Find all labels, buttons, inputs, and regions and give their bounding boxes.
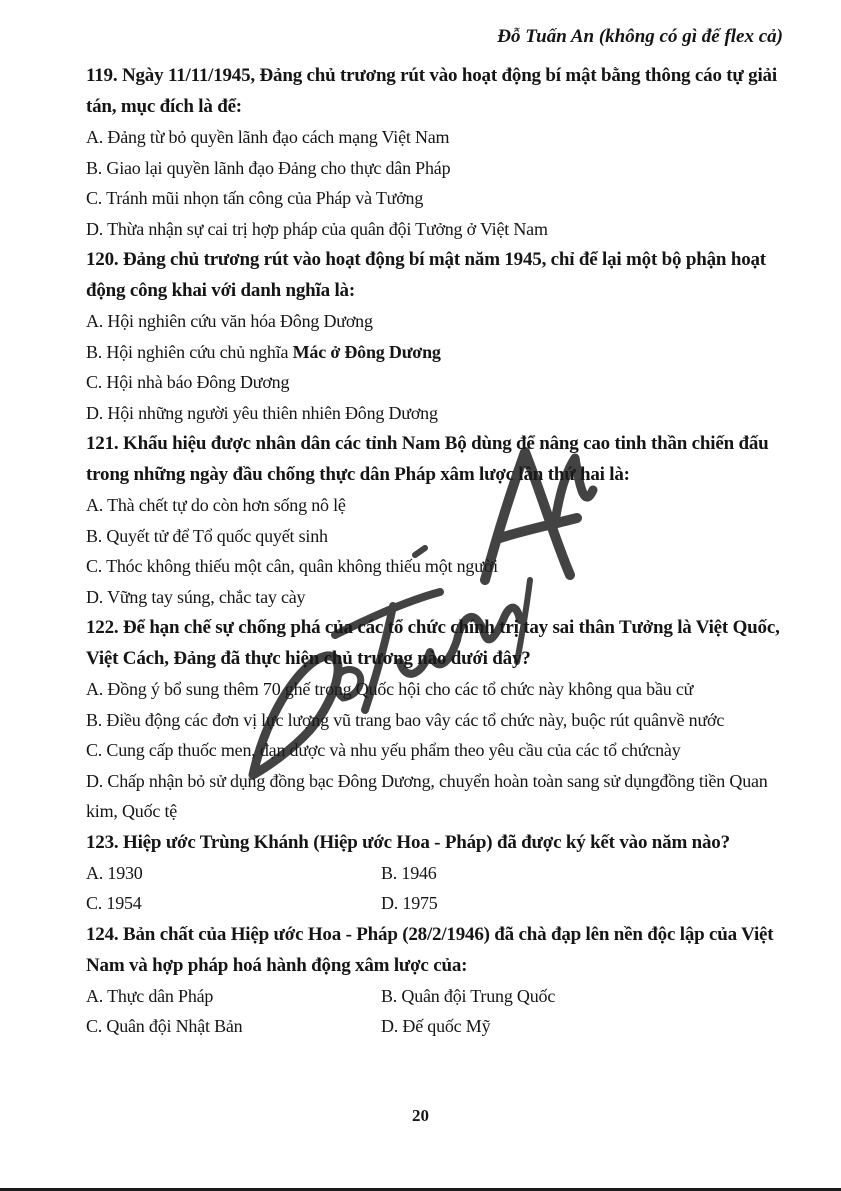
option-c: C. Quân đội Nhật Bản	[86, 1016, 243, 1036]
option-d: D. Chấp nhận bỏ sử dụng đồng bạc Đông Dương, chuyển hoàn toàn sang sử dụngđồng tiền Quan kim, Quốc tệ	[86, 770, 768, 821]
question-number: 122.	[86, 617, 119, 638]
question-stem: Khẩu hiệu được nhân dân các tỉnh Nam Bộ dùng để nâng cao tinh thần chiến đấu trong những ngày đầu chống thực dân Pháp xâm lược lần thứ hai là:	[86, 433, 769, 485]
option-c: C. Cung cấp thuốc men, đạn dược và nhu yếu phẩm theo yêu cầu của các tổ chứcnày	[86, 740, 681, 760]
question-text	[86, 919, 791, 981]
option-c: C. 1954	[86, 893, 142, 913]
document-header: Đỗ Tuấn An (không có gì để flex cả)	[497, 26, 783, 47]
option-b-bold: Mác ở Đông Dương	[292, 341, 441, 362]
option-c: C. Hội nhà báo Đông Dương	[86, 372, 290, 392]
question-number: 124.	[86, 923, 119, 945]
question-120	[86, 244, 791, 428]
question-122	[86, 612, 791, 827]
option-b: B. Giao lại quyền lãnh đạo Đảng cho thực dân Pháp	[86, 157, 451, 178]
option-a: A. 1930	[86, 862, 143, 883]
option-a: A. Hội nghiên cứu văn hóa Đông Dương	[86, 311, 373, 331]
option-b	[86, 337, 791, 368]
option-c: C. Thóc không thiếu một cân, quân không thiếu một người	[86, 556, 498, 576]
option-c: C. Tránh mũi nhọn tấn công của Pháp và Tưởng	[86, 188, 424, 208]
question-number: 121.	[86, 433, 119, 454]
option-a: A. Đảng từ bỏ quyền lãnh đạo cách mạng Việt Nam	[86, 127, 450, 147]
question-121	[86, 428, 791, 612]
question-stem: Đảng chủ trương rút vào hoạt động bí mật năm 1945, chỉ để lại một bộ phận hoạt động công khai với danh nghĩa là:	[86, 249, 766, 301]
option-d: D. Vững tay súng, chắc tay cày	[86, 586, 306, 607]
question-123	[86, 827, 791, 919]
question-124	[86, 919, 791, 1042]
option-b-prefix: B. Hội nghiên cứu chủ nghĩa	[86, 341, 289, 362]
question-119	[86, 60, 791, 244]
option-d: D. Thừa nhận sự cai trị hợp pháp của quân đội Tưởng ở Việt Nam	[86, 218, 548, 239]
option-b: B. Quân đội Trung Quốc	[381, 985, 556, 1006]
question-stem: Để hạn chế sự chống phá của các tổ chức chính trị tay sai thân Tưởng là Việt Quốc, Việt Cách, Đảng đã thực hiện chủ trương nào dưới đây?	[86, 617, 780, 669]
question-stem: Bản chất của Hiệp ước Hoa - Pháp (28/2/1946) đã chà đạp lên nền độc lập của Việt Nam và hợp pháp hoá hành động xâm lược của:	[86, 923, 774, 976]
option-b: B. 1946	[381, 862, 437, 883]
question-number: 120.	[86, 249, 119, 270]
option-a: A. Thực dân Pháp	[86, 985, 214, 1006]
option-b: B. Quyết tử để Tổ quốc quyết sinh	[86, 525, 328, 546]
question-text	[86, 827, 791, 858]
question-list	[86, 60, 791, 1042]
options-grid	[86, 981, 791, 1042]
question-number: 123.	[86, 831, 119, 853]
question-number: 119.	[86, 65, 118, 86]
option-b: B. Điều động các đơn vị lực lượng vũ trang bao vây các tổ chức này, buộc rút quânvề nước	[86, 709, 725, 730]
options-grid	[86, 858, 791, 919]
question-text	[86, 60, 791, 122]
question-stem: Hiệp ước Trùng Khánh (Hiệp ước Hoa - Pháp) đã được ký kết vào năm nào?	[123, 831, 730, 853]
question-text	[86, 612, 791, 674]
question-text	[86, 244, 791, 306]
option-d: D. Đế quốc Mỹ	[381, 1016, 491, 1036]
option-a: A. Đồng ý bổ sung thêm 70 ghế trong Quốc hội cho các tổ chức này không qua bầu cử	[86, 679, 694, 699]
option-a: A. Thà chết tự do còn hơn sống nô lệ	[86, 495, 346, 515]
question-stem: Ngày 11/11/1945, Đảng chủ trương rút vào hoạt động bí mật bằng thông cáo tự giải tán, mục đích là để:	[86, 65, 777, 117]
option-d: D. Hội những người yêu thiên nhiên Đông Dương	[86, 402, 438, 423]
option-d: D. 1975	[381, 893, 438, 913]
page-number: 20	[412, 1106, 429, 1125]
question-text	[86, 428, 791, 490]
